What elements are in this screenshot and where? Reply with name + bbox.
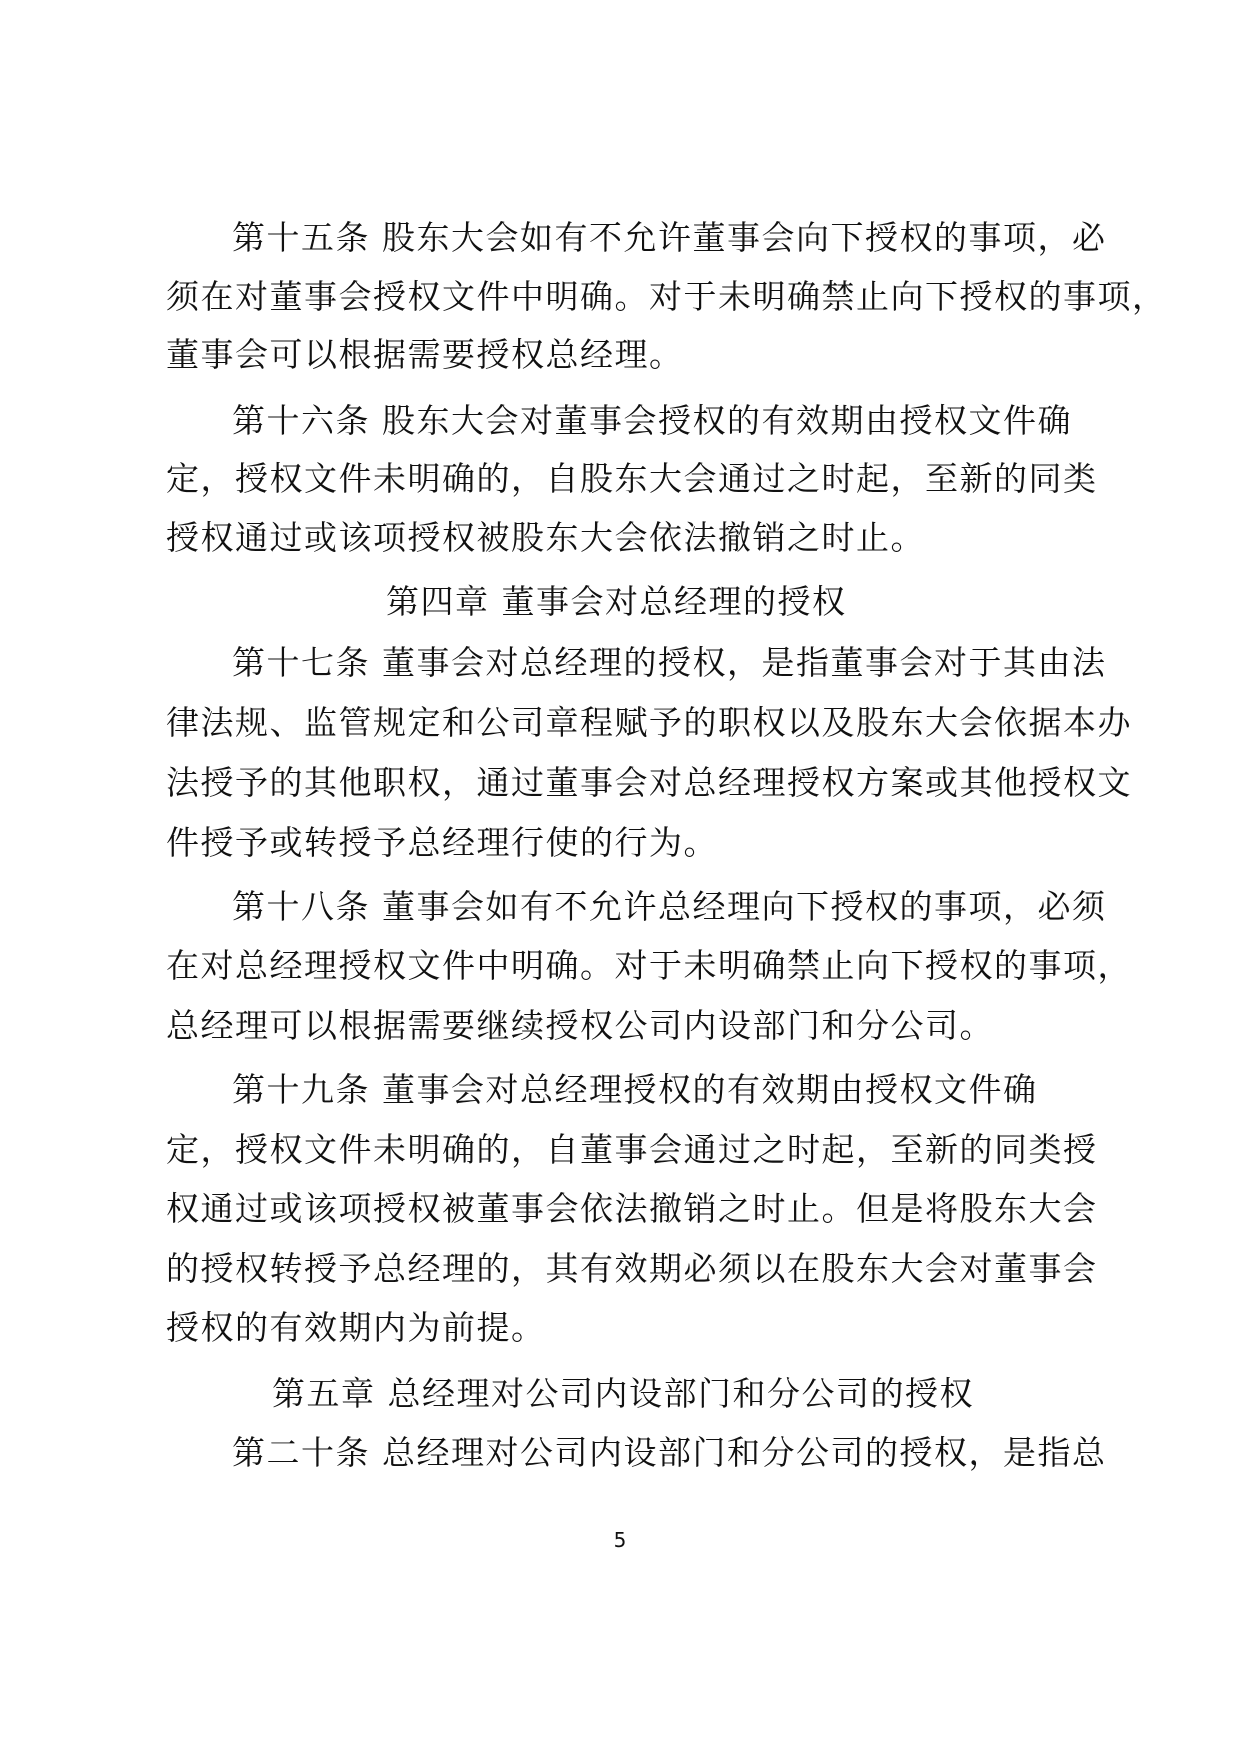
chapter-5-heading: 第五章 总经理对公司内设部门和分公司的授权 xyxy=(272,1374,974,1413)
article-15-line-3: 董事会可以根据需要授权总经理。 xyxy=(166,335,684,374)
article-19-line-1: 第十九条 董事会对总经理授权的有效期由授权文件确 xyxy=(232,1070,1038,1109)
chapter-4-heading: 第四章 董事会对总经理的授权 xyxy=(386,582,847,621)
article-18-line-1: 第十八条 董事会如有不允许总经理向下授权的事项，必须 xyxy=(232,887,1107,926)
article-15-line-2: 须在对董事会授权文件中明确。对于未明确禁止向下授权的事项， xyxy=(166,277,1167,316)
article-18-line-2: 在对总经理授权文件中明确。对于未明确禁止向下授权的事项， xyxy=(166,946,1132,985)
article-17-line-2: 律法规、监管规定和公司章程赋予的职权以及股东大会依据本办 xyxy=(166,703,1132,742)
article-19-line-3: 权通过或该项授权被董事会依法撤销之时止。但是将股东大会 xyxy=(166,1189,1098,1228)
article-16-line-2: 定，授权文件未明确的，自股东大会通过之时起，至新的同类 xyxy=(166,459,1098,498)
article-17-line-4: 件授予或转授予总经理行使的行为。 xyxy=(166,823,718,862)
article-19-line-4: 的授权转授予总经理的，其有效期必须以在股东大会对董事会 xyxy=(166,1249,1098,1288)
article-15-line-1: 第十五条 股东大会如有不允许董事会向下授权的事项，必 xyxy=(232,218,1107,257)
page-number: 5 xyxy=(613,1528,627,1552)
article-19-line-5: 授权的有效期内为前提。 xyxy=(166,1308,546,1347)
article-17-line-1: 第十七条 董事会对总经理的授权，是指董事会对于其由法 xyxy=(232,643,1107,682)
article-20-line-1: 第二十条 总经理对公司内设部门和分公司的授权，是指总 xyxy=(232,1433,1107,1472)
article-19-line-2: 定，授权文件未明确的，自董事会通过之时起，至新的同类授 xyxy=(166,1130,1098,1169)
article-16-line-1: 第十六条 股东大会对董事会授权的有效期由授权文件确 xyxy=(232,401,1072,440)
article-18-line-3: 总经理可以根据需要继续授权公司内设部门和分公司。 xyxy=(166,1006,994,1045)
article-16-line-3: 授权通过或该项授权被股东大会依法撤销之时止。 xyxy=(166,518,925,557)
article-17-line-3: 法授予的其他职权，通过董事会对总经理授权方案或其他授权文 xyxy=(166,763,1132,802)
